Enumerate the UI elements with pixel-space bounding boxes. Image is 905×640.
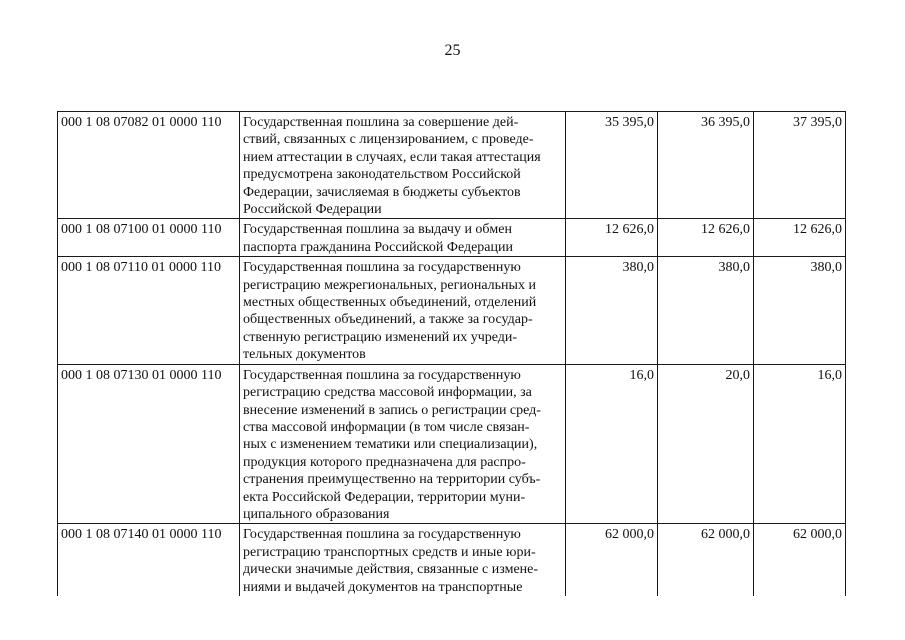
budget-classification-code: 000 1 08 07100 01 0000 110: [58, 219, 240, 257]
revenue-table: [57, 111, 846, 596]
revenue-description: [240, 524, 566, 596]
description-line: общественных объединений, а также за государ-: [243, 312, 533, 328]
description-line: ниями и выдачей документов на транспортные: [243, 579, 523, 595]
table-row: [58, 112, 846, 219]
description-line: Федерации, зачисляемая в бюджеты субъектов: [243, 184, 521, 200]
description-line: Государственная пошлина за совершение дей-: [243, 115, 519, 130]
description-line: ственную регистрацию изменений их учреди-: [243, 329, 518, 345]
description-line: Государственная пошлина за выдачу и обмен: [243, 222, 512, 238]
revenue-description: [240, 364, 566, 524]
page-number: 25: [444, 42, 461, 59]
description-line: ствий, связанных с лицензированием, с проведе-: [243, 132, 534, 148]
amount-year-3: 380,0: [754, 257, 846, 364]
table-row: [58, 219, 846, 257]
amount-year-3: 37 395,0: [754, 112, 846, 219]
budget-classification-code: 000 1 08 07130 01 0000 110: [58, 364, 240, 524]
description-line: ных с изменением тематики или специализации),: [243, 437, 538, 453]
budget-classification-code: 000 1 08 07082 01 0000 110: [58, 112, 240, 219]
amount-year-2: 12 626,0: [658, 219, 754, 257]
table-row: [58, 364, 846, 524]
table-row: [58, 524, 846, 596]
description-line: регистрацию средства массовой информации, за: [243, 385, 532, 401]
revenue-table-body: [58, 112, 846, 596]
table-row: [58, 257, 846, 364]
amount-year-1: 380,0: [566, 257, 658, 364]
description-line: местных общественных объединений, отделений: [243, 295, 537, 311]
amount-year-1: 62 000,0: [566, 524, 658, 596]
revenue-description: [240, 112, 566, 219]
description-line: Государственная пошлина за государственную: [243, 527, 521, 543]
amount-year-3: 12 626,0: [754, 219, 846, 257]
description-line: продукция которого предназначена для распро-: [243, 454, 526, 470]
description-line: предусмотрена законодательством Российской: [243, 167, 521, 183]
amount-year-3: 62 000,0: [754, 524, 846, 596]
description-line: странения преимущественно на территории субъ-: [243, 472, 541, 488]
description-line: дически значимые действия, связанные с измене-: [243, 562, 539, 578]
amount-year-2: 380,0: [658, 257, 754, 364]
amount-year-1: 35 395,0: [566, 112, 658, 219]
description-line: паспорта гражданина Российской Федерации: [243, 239, 513, 255]
description-line: ства массовой информации (в том числе связан-: [243, 419, 530, 435]
revenue-description: [240, 257, 566, 364]
amount-year-3: 16,0: [754, 364, 846, 524]
amount-year-2: 62 000,0: [658, 524, 754, 596]
description-line: Государственная пошлина за государственную: [243, 367, 521, 383]
description-line: внесение изменений в запись о регистрации сред-: [243, 402, 541, 418]
amount-year-2: 36 395,0: [658, 112, 754, 219]
description-line: ципального образования: [243, 506, 390, 522]
budget-classification-code: 000 1 08 07140 01 0000 110: [58, 524, 240, 596]
revenue-description: [240, 219, 566, 257]
description-line: екта Российской Федерации, территории муни-: [243, 489, 526, 505]
amount-year-1: 12 626,0: [566, 219, 658, 257]
amount-year-1: 16,0: [566, 364, 658, 524]
description-line: Государственная пошлина за государственную: [243, 260, 521, 276]
description-line: Российской Федерации: [243, 202, 382, 218]
description-line: регистрацию межрегиональных, региональных и: [243, 277, 536, 293]
amount-year-2: 20,0: [658, 364, 754, 524]
budget-classification-code: 000 1 08 07110 01 0000 110: [58, 257, 240, 364]
description-line: нием аттестации в случаях, если такая аттестация: [243, 149, 541, 165]
description-line: тельных документов: [243, 347, 366, 363]
description-line: регистрацию транспортных средств и иные юри-: [243, 544, 536, 560]
